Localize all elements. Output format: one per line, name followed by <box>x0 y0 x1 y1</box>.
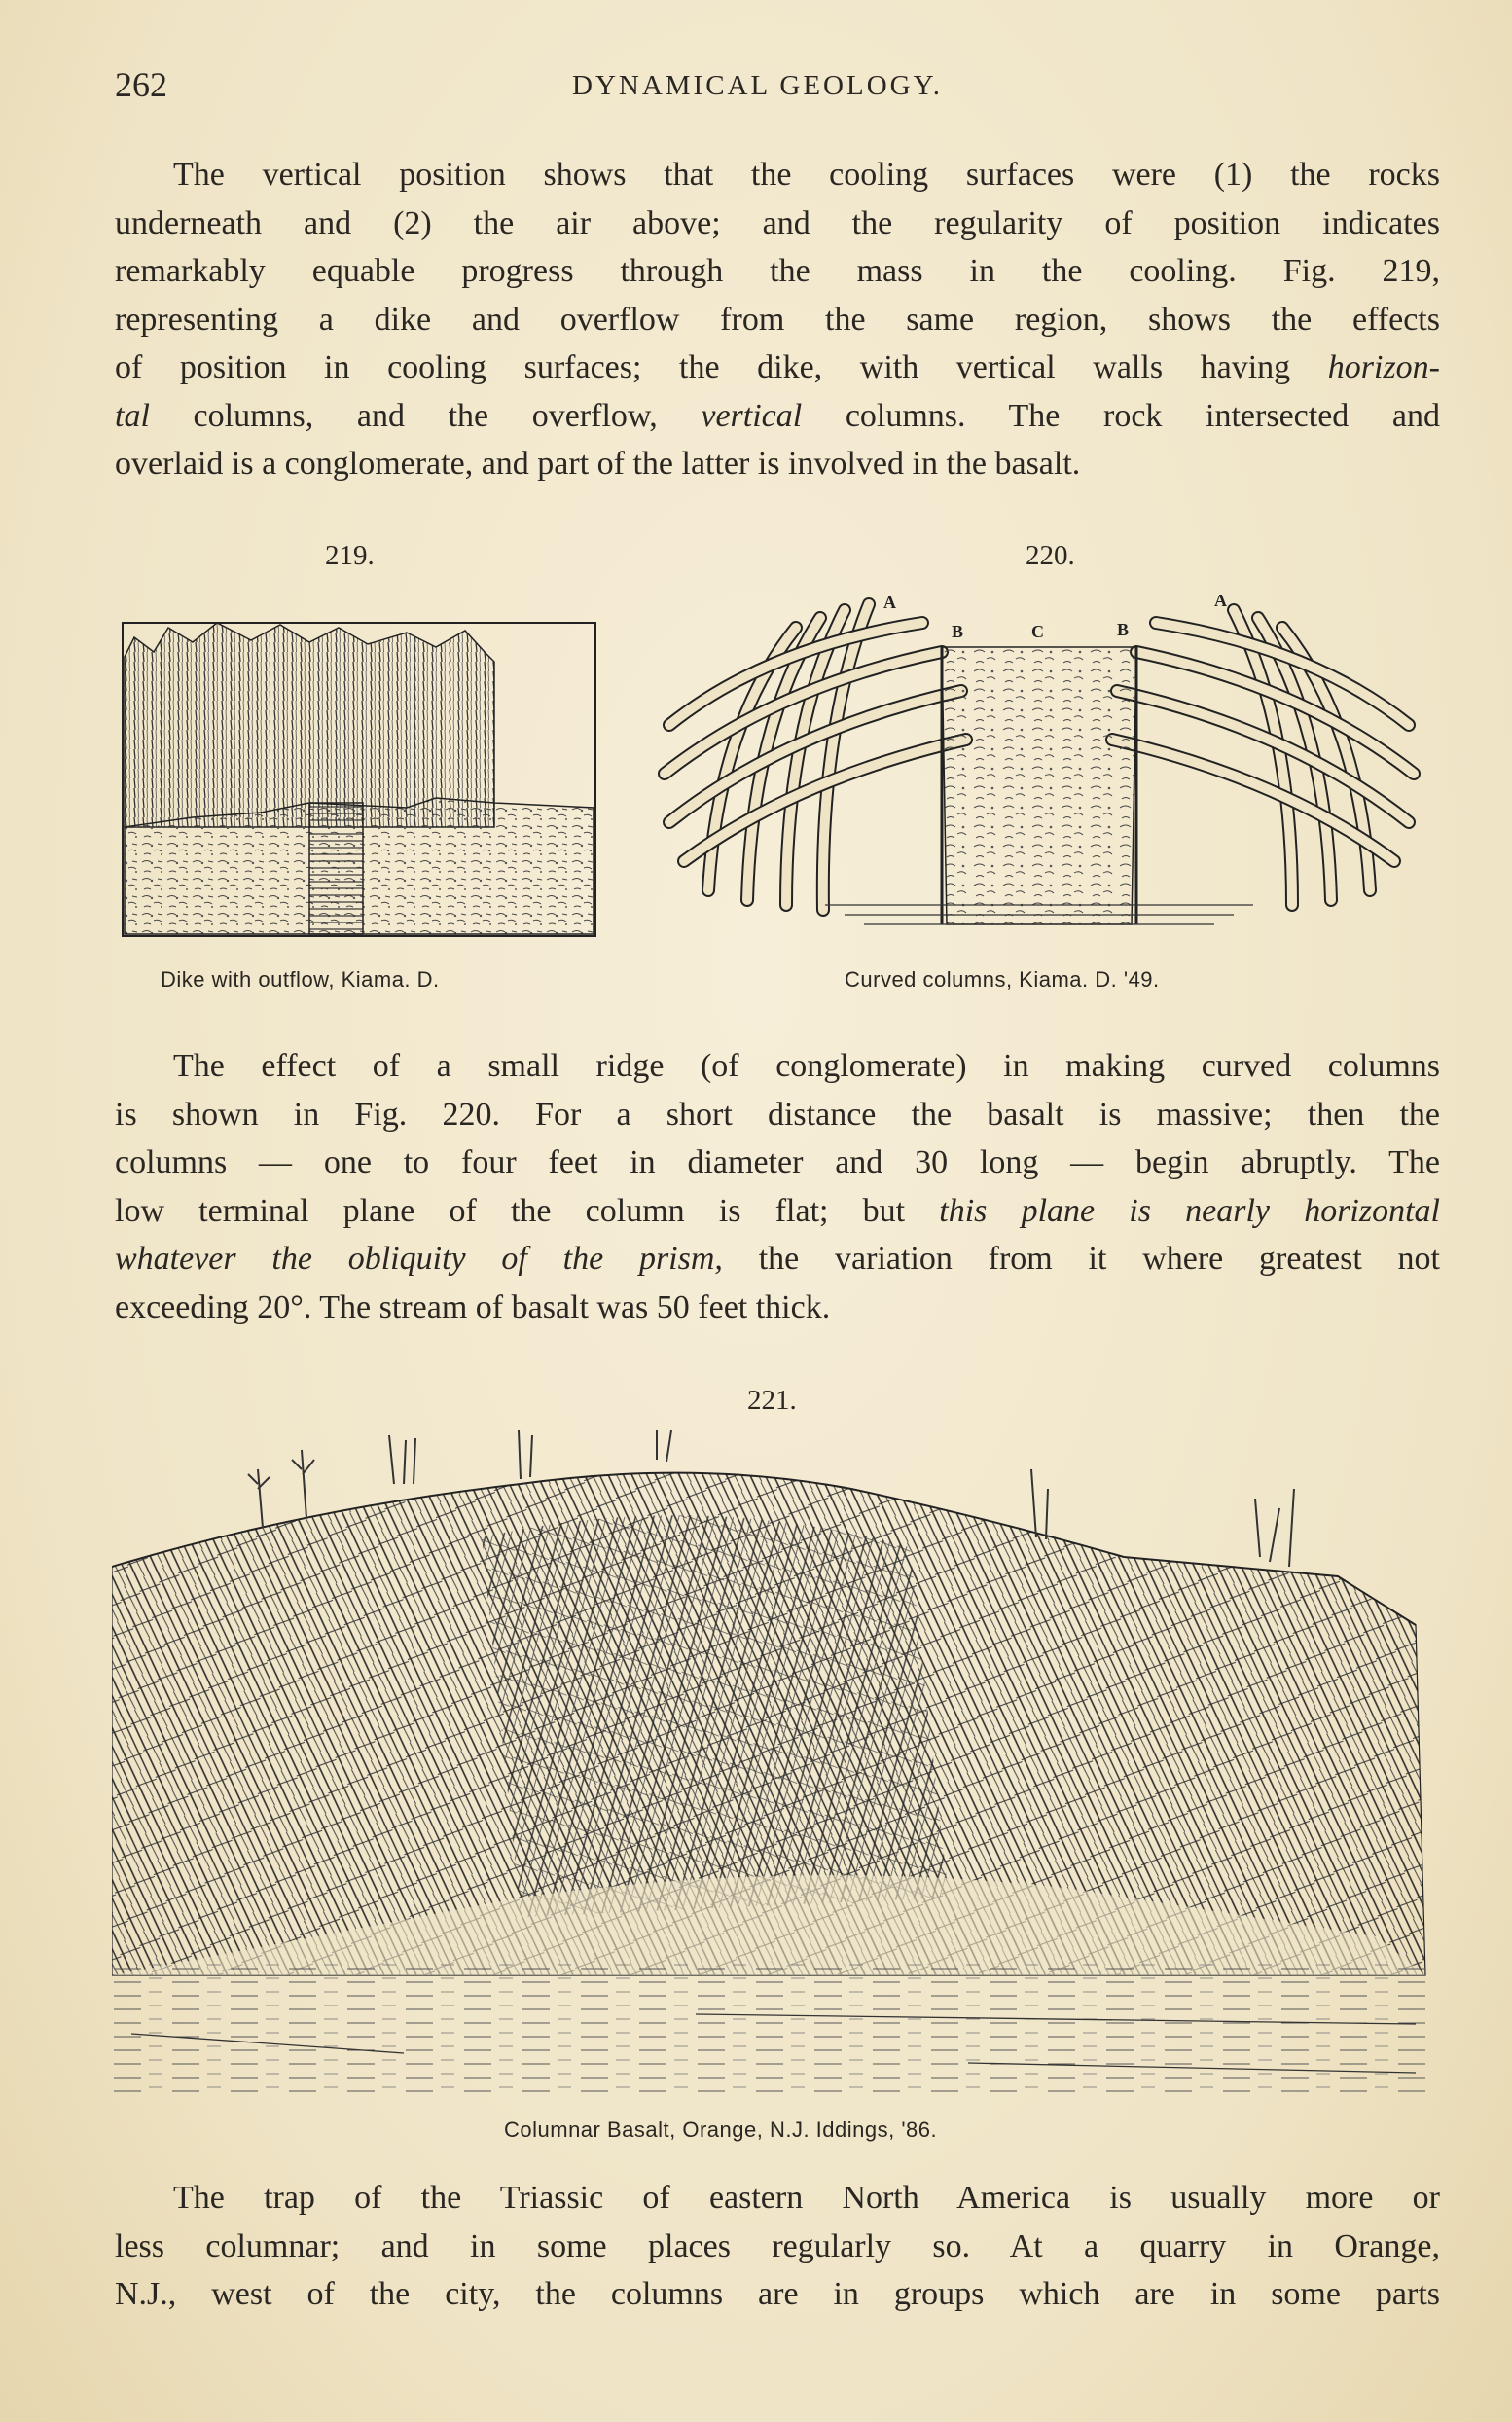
fig-220-label-a-left: A <box>883 593 896 612</box>
italic-text: horizon- <box>1327 349 1440 385</box>
figure-220-illustration <box>650 569 1428 944</box>
text-run: of position in cooling surfaces; the dike, with vertical walls having <box>115 349 1328 385</box>
figure-221-illustration <box>112 1430 1435 2092</box>
fig-220-label-c: C <box>1031 622 1044 641</box>
text-run: the variation from it where greatest not <box>722 1241 1440 1277</box>
paragraph-2 <box>115 1042 1440 1331</box>
text-line: The effect of a small ridge (of conglomerate) in making curved columns <box>173 1048 1440 1084</box>
text-line: remarkably equable progress through the mass in the cooling. Fig. 219, <box>115 253 1440 289</box>
text-line: N.J., west of the city, the columns are in groups which are in some parts <box>115 2276 1440 2312</box>
text-line: The trap of the Triassic of eastern North America is usually more or <box>173 2180 1440 2216</box>
running-title: DYNAMICAL GEOLOGY. <box>572 70 944 101</box>
figure-221-number: 221. <box>747 1385 797 1416</box>
italic-text: this plane is nearly horizontal <box>939 1192 1441 1229</box>
page-number: 262 <box>115 65 167 104</box>
text-line: columns — one to four feet in diameter and 30 long — begin abruptly. The <box>115 1144 1440 1180</box>
fig-220-label-b-left: B <box>952 622 964 641</box>
figure-219-caption: Dike with outflow, Kiama. D. <box>161 967 440 992</box>
italic-text: whatever the obliquity of the prism, <box>115 1241 723 1277</box>
text-line: is shown in Fig. 220. For a short distance the basalt is massive; then the <box>115 1096 1440 1133</box>
text-run: columns, and the overflow, <box>193 397 702 434</box>
text-line <box>115 1187 1440 1236</box>
running-head <box>115 64 1438 113</box>
text-line <box>115 343 1440 392</box>
text-line <box>115 392 1440 441</box>
text-run: columns. The rock intersected and <box>802 397 1440 434</box>
text-line: representing a dike and overflow from the same region, shows the effects <box>115 301 1440 338</box>
figure-219-number: 219. <box>325 540 375 571</box>
text-line: overlaid is a conglomerate, and part of the latter is involved in the basalt. <box>115 446 1081 482</box>
text-line: The vertical position shows that the cooling surfaces were (1) the rocks <box>173 157 1440 193</box>
figure-219-illustration <box>115 613 601 944</box>
paragraph-3 <box>115 2174 1440 2319</box>
text-run: low terminal plane of the column is flat; but <box>115 1192 940 1229</box>
figure-220-caption: Curved columns, Kiama. D. '49. <box>845 967 1160 992</box>
figure-220-number: 220. <box>1026 540 1075 571</box>
paragraph-1 <box>115 151 1440 488</box>
text-line <box>115 1235 1440 1283</box>
fig-220-label-a-right: A <box>1214 591 1227 610</box>
text-line: underneath and (2) the air above; and the regularity of position indicates <box>115 204 1440 241</box>
figure-221-caption: Columnar Basalt, Orange, N.J. Iddings, '86. <box>504 2117 938 2142</box>
italic-text: tal <box>115 397 150 434</box>
text-line: exceeding 20°. The stream of basalt was 50 feet thick. <box>115 1288 831 1325</box>
fig-220-label-b-right: B <box>1117 620 1130 639</box>
text-line: less columnar; and in some places regularly so. At a quarry in Orange, <box>115 2227 1440 2264</box>
italic-text: vertical <box>701 397 803 434</box>
